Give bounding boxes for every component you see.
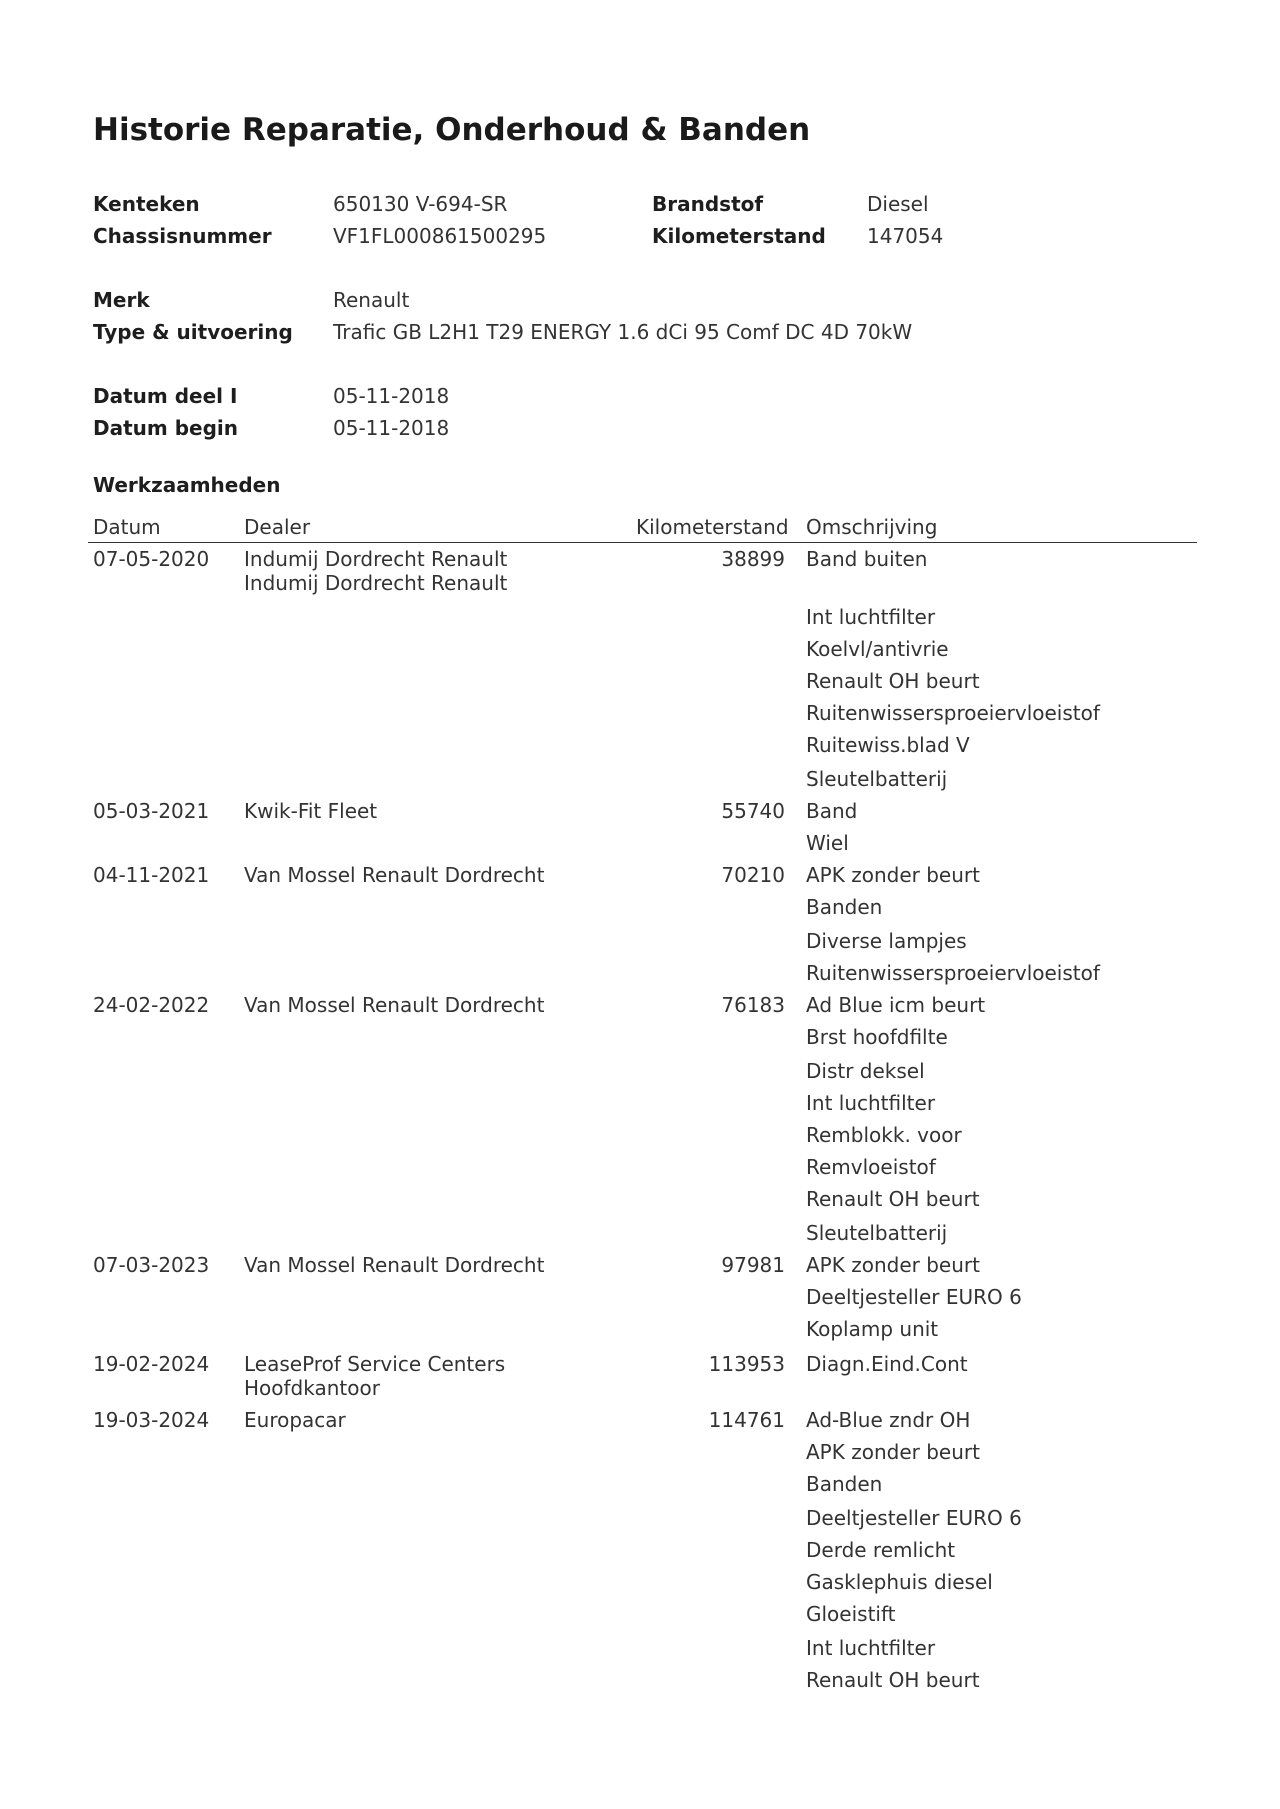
- row-omschrijving-item: APK zonder beurt: [806, 1440, 980, 1464]
- row-kilometerstand: 114761: [708, 1408, 785, 1432]
- column-header-datum: Datum: [93, 515, 161, 539]
- row-date: 07-03-2023: [93, 1253, 210, 1277]
- datum-begin-value: 05-11-2018: [333, 416, 450, 440]
- row-omschrijving-item: Banden: [806, 895, 883, 919]
- chassis-label: Chassisnummer: [93, 224, 272, 248]
- type-value: Trafic GB L2H1 T29 ENERGY 1.6 dCi 95 Comf DC 4D 70kW: [333, 320, 913, 344]
- row-omschrijving-item: Ruitenwissersproeiervloeistof: [806, 701, 1100, 725]
- row-omschrijving-item: Ad Blue icm beurt: [806, 993, 986, 1017]
- row-omschrijving-item: Sleutelbatterij: [806, 1221, 948, 1245]
- row-omschrijving-item: APK zonder beurt: [806, 863, 980, 887]
- row-omschrijving-item: Koplamp unit: [806, 1317, 939, 1341]
- row-kilometerstand: 113953: [708, 1352, 785, 1376]
- row-omschrijving-item: Banden: [806, 1472, 883, 1496]
- kilometerstand-label: Kilometerstand: [652, 224, 826, 248]
- row-omschrijving-item: Gasklephuis diesel: [806, 1570, 993, 1594]
- brandstof-label: Brandstof: [652, 192, 764, 216]
- row-date: 19-02-2024: [93, 1352, 210, 1376]
- row-omschrijving-item: Sleutelbatterij: [806, 767, 948, 791]
- row-omschrijving-item: Deeltjesteller EURO 6: [806, 1506, 1022, 1530]
- row-dealer: Hoofdkantoor: [244, 1376, 380, 1400]
- row-omschrijving-item: Renault OH beurt: [806, 1668, 980, 1692]
- type-label: Type & uitvoering: [93, 320, 293, 344]
- row-kilometerstand: 38899: [721, 547, 785, 571]
- row-omschrijving-item: Int luchtfilter: [806, 605, 936, 629]
- kenteken-label: Kenteken: [93, 192, 200, 216]
- row-omschrijving-item: Remblokk. voor: [806, 1123, 962, 1147]
- row-dealer: Kwik-Fit Fleet: [244, 799, 378, 823]
- row-omschrijving-item: Band buiten: [806, 547, 928, 571]
- kenteken-value: 650130 V-694-SR: [333, 192, 508, 216]
- datum-deel-1-value: 05-11-2018: [333, 384, 450, 408]
- row-dealer: Van Mossel Renault Dordrecht: [244, 1253, 545, 1277]
- column-header-kilometerstand: Kilometerstand: [636, 515, 789, 539]
- column-header-omschrijving: Omschrijving: [806, 515, 938, 539]
- row-dealer: Van Mossel Renault Dordrecht: [244, 863, 545, 887]
- row-omschrijving-item: Deeltjesteller EURO 6: [806, 1285, 1022, 1309]
- werkzaamheden-title: Werkzaamheden: [93, 473, 281, 497]
- row-omschrijving-item: Diverse lampjes: [806, 929, 967, 953]
- row-omschrijving-item: Int luchtfilter: [806, 1091, 936, 1115]
- row-dealer: Indumij Dordrecht Renault: [244, 571, 508, 595]
- row-date: 04-11-2021: [93, 863, 210, 887]
- row-date: 24-02-2022: [93, 993, 210, 1017]
- row-omschrijving-item: Gloeistift: [806, 1602, 896, 1626]
- row-omschrijving-item: Ad-Blue zndr OH: [806, 1408, 971, 1432]
- kilometerstand-value: 147054: [867, 224, 944, 248]
- merk-value: Renault: [333, 288, 410, 312]
- row-kilometerstand: 70210: [721, 863, 785, 887]
- row-omschrijving-item: Int luchtfilter: [806, 1636, 936, 1660]
- row-kilometerstand: 76183: [721, 993, 785, 1017]
- row-omschrijving-item: Brst hoofdfilte: [806, 1025, 948, 1049]
- page-title: Historie Reparatie, Onderhoud & Banden: [93, 112, 811, 148]
- row-omschrijving-item: Renault OH beurt: [806, 669, 980, 693]
- row-date: 19-03-2024: [93, 1408, 210, 1432]
- row-omschrijving-item: Wiel: [806, 831, 849, 855]
- brandstof-value: Diesel: [867, 192, 929, 216]
- datum-begin-label: Datum begin: [93, 416, 238, 440]
- row-omschrijving-item: Renault OH beurt: [806, 1187, 980, 1211]
- row-omschrijving-item: Ruitewiss.blad V: [806, 733, 970, 757]
- row-dealer: Indumij Dordrecht Renault: [244, 547, 508, 571]
- row-dealer: Van Mossel Renault Dordrecht: [244, 993, 545, 1017]
- row-kilometerstand: 97981: [721, 1253, 785, 1277]
- row-kilometerstand: 55740: [721, 799, 785, 823]
- row-omschrijving-item: Band: [806, 799, 858, 823]
- row-omschrijving-item: Koelvl/antivrie: [806, 637, 949, 661]
- row-date: 05-03-2021: [93, 799, 210, 823]
- row-date: 07-05-2020: [93, 547, 210, 571]
- row-omschrijving-item: Diagn.Eind.Cont: [806, 1352, 968, 1376]
- row-omschrijving-item: Ruitenwissersproeiervloeistof: [806, 961, 1100, 985]
- row-omschrijving-item: APK zonder beurt: [806, 1253, 980, 1277]
- datum-deel-1-label: Datum deel I: [93, 384, 238, 408]
- table-header-divider: [88, 542, 1197, 543]
- row-omschrijving-item: Derde remlicht: [806, 1538, 956, 1562]
- merk-label: Merk: [93, 288, 150, 312]
- chassis-value: VF1FL000861500295: [333, 224, 547, 248]
- row-dealer: LeaseProf Service Centers: [244, 1352, 506, 1376]
- row-dealer: Europacar: [244, 1408, 346, 1432]
- row-omschrijving-item: Remvloeistof: [806, 1155, 936, 1179]
- column-header-dealer: Dealer: [244, 515, 311, 539]
- row-omschrijving-item: Distr deksel: [806, 1059, 925, 1083]
